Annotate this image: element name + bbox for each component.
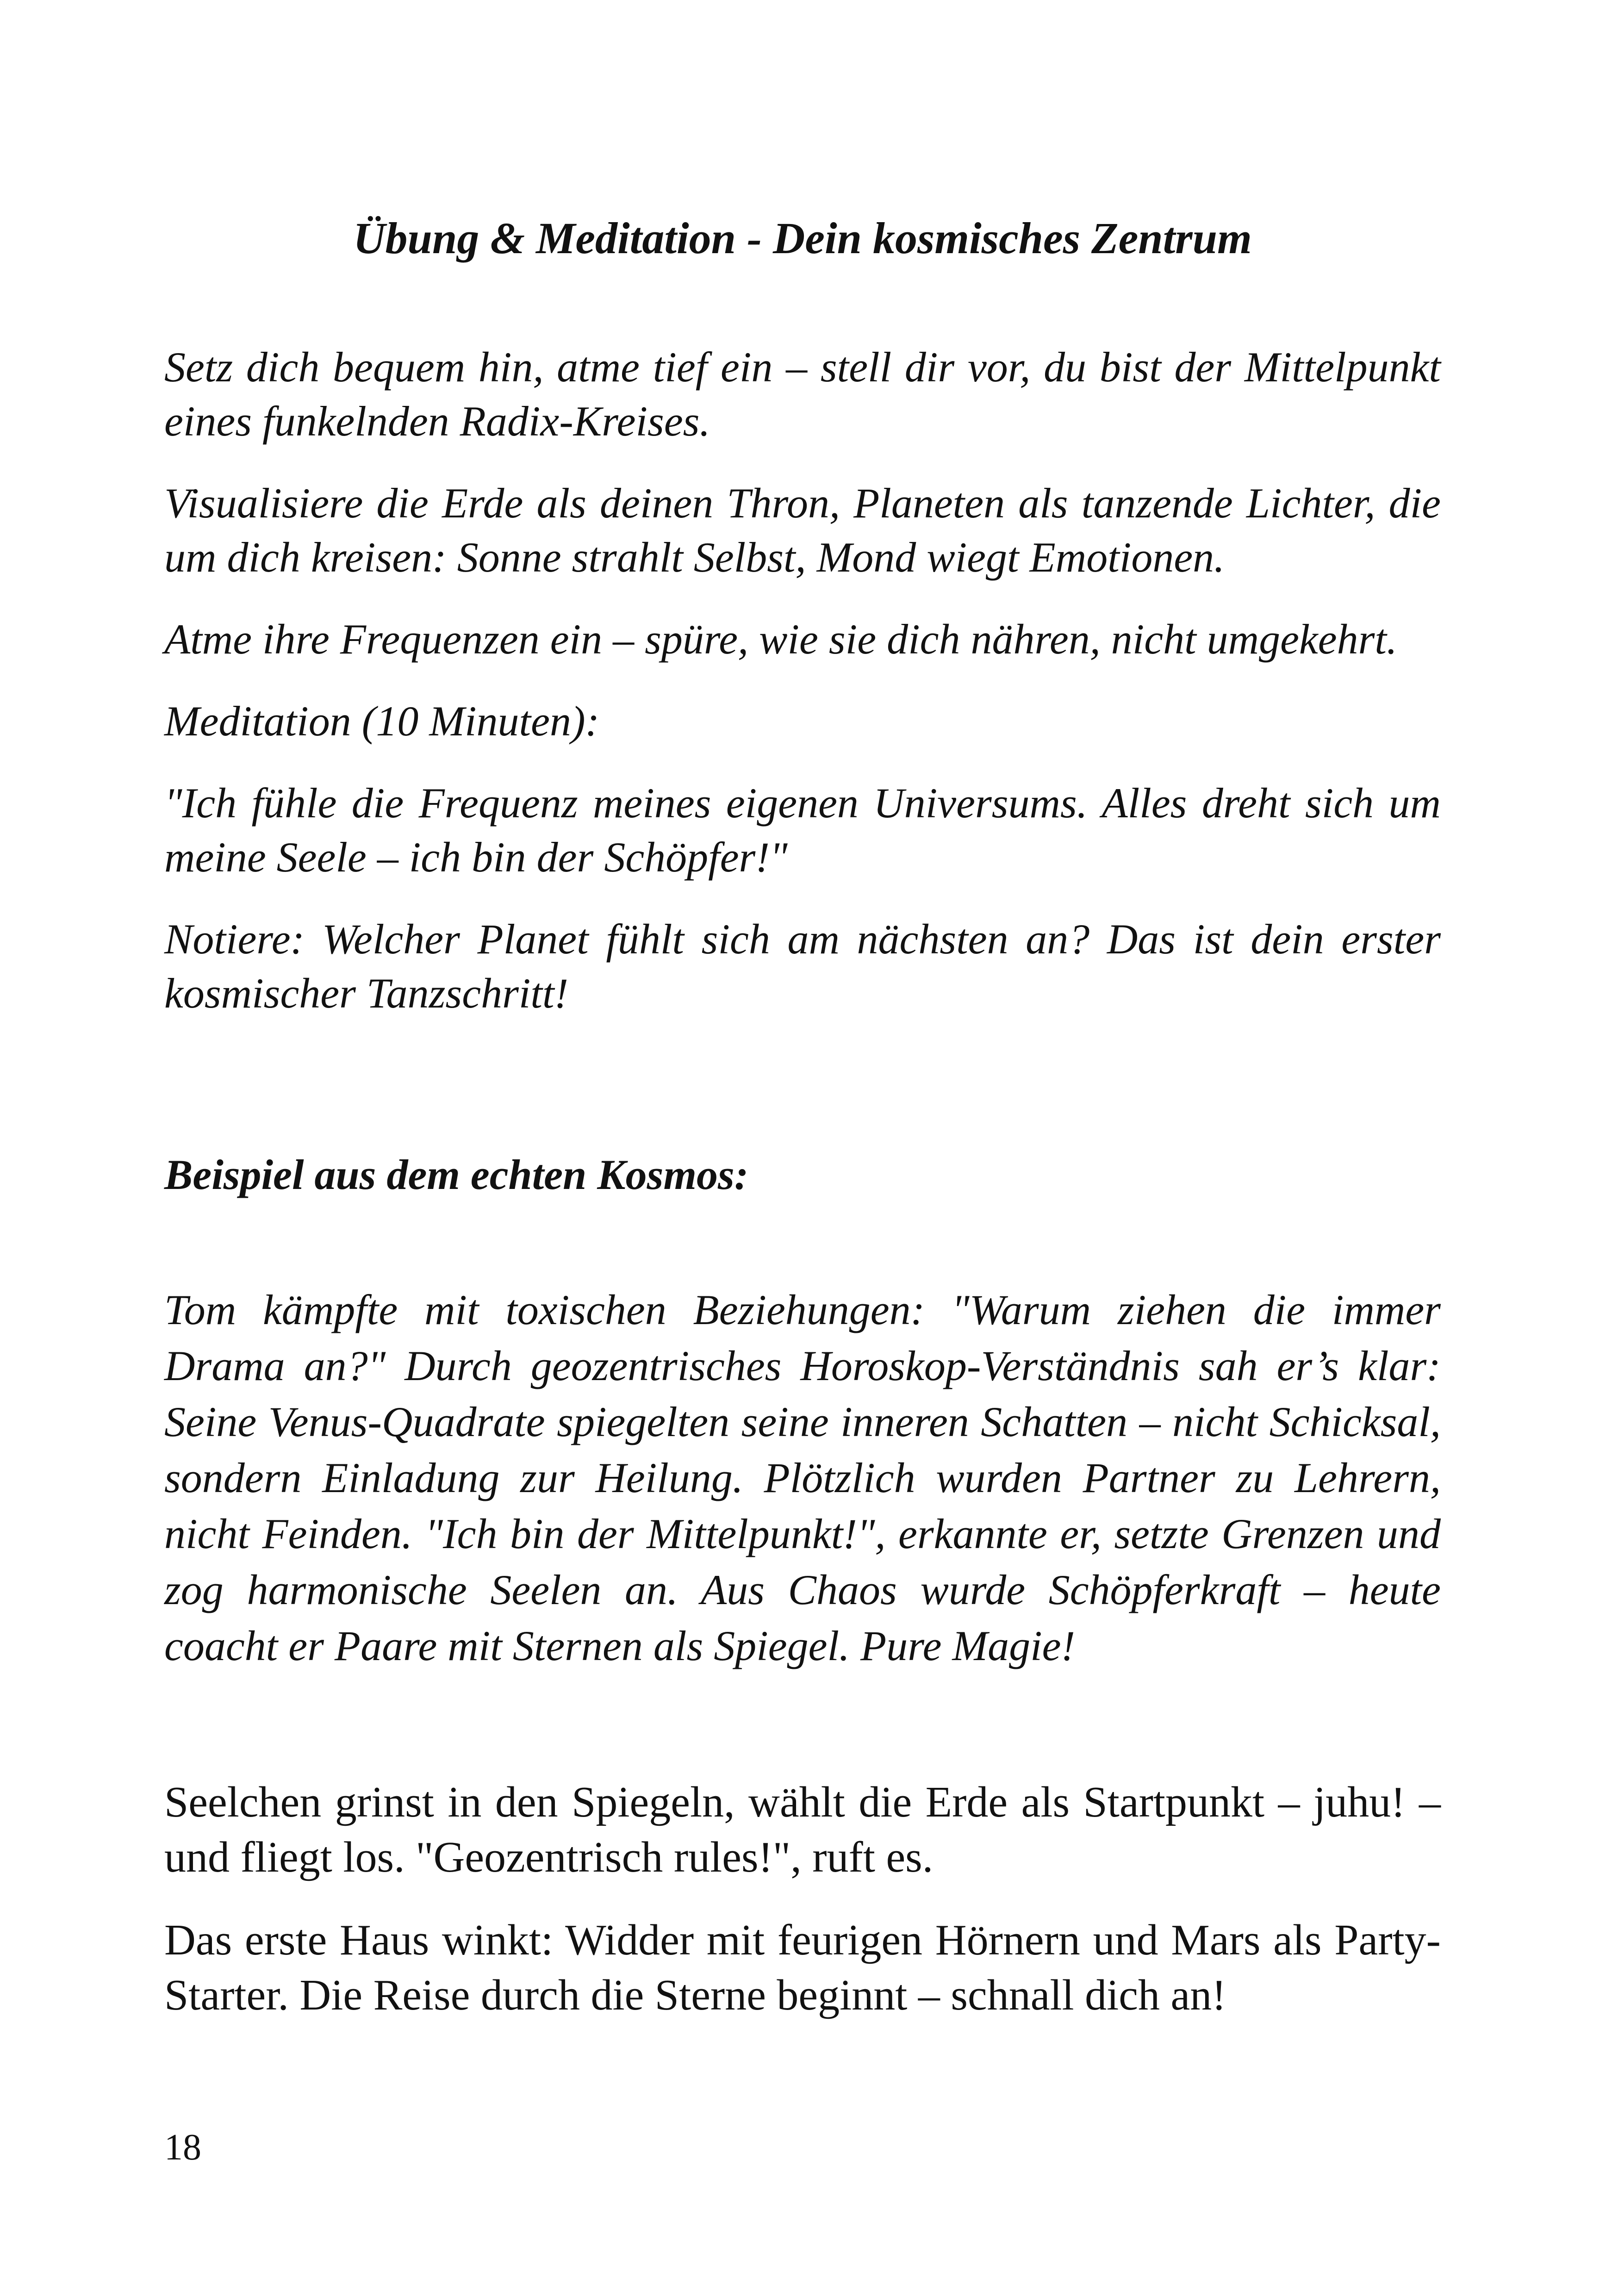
exercise-paragraph: Visualisiere die Erde als deinen Thron, Planeten als tanzende Lichter, die um dich kreisen: Sonne strahlt Selbst, Mond wiegt Emotionen.	[164, 479, 1441, 581]
exercise-block	[164, 340, 1441, 1048]
exercise-paragraph: Atme ihre Frequenzen ein – spüre, wie sie dich nähren, nicht umgekehrt.	[164, 616, 1397, 663]
closing-paragraph: Das erste Haus winkt: Widder mit feurigen Hörnern und Mars als Party-Starter. Die Reise durch die Sterne beginnt – schnall dich an!	[164, 1916, 1441, 2019]
closing-block	[164, 1775, 1441, 2051]
meditation-quote: "Ich fühle die Frequenz meines eigenen Universums. Alles dreht sich um meine Seele – ich bin der Schöpfer!"	[164, 779, 1441, 881]
closing-paragraph: Seelchen grinst in den Spiegeln, wählt die Erde als Startpunkt – juhu! – und fliegt los. "Geozentrisch rules!", ruft es.	[164, 1778, 1441, 1881]
exercise-paragraph: Notiere: Welcher Planet fühlt sich am nächsten an? Das ist dein erster kosmischer Tanzschritt!	[164, 915, 1441, 1017]
section-title: Übung & Meditation - Dein kosmisches Zentrum	[353, 213, 1252, 263]
example-heading: Beispiel aus dem echten Kosmos:	[164, 1151, 749, 1198]
example-story: Tom kämpfte mit toxischen Beziehungen: "Warum ziehen die immer Drama an?" Durch geozentrisches Horoskop-Verständnis sah er’s klar: Seine Venus-Quadrate spiegelten seine inneren Schatten – nicht Schicksal, sondern Einladung zur Heilung. Plötzlich wurden Partner zu Lehrern, nicht Feinden. "Ich bin der Mittelpunkt!", erkannte er, setzte Grenzen und zog harmonische Seelen an. Aus Chaos wurde Schöpferkraft – heute coacht er Paare mit Sternen als Spiegel. Pure Magie!	[164, 1286, 1441, 1669]
exercise-paragraph: Setz dich bequem hin, atme tief ein – stell dir vor, du bist der Mittelpunkt eines funkelnden Radix-Kreises.	[164, 343, 1441, 445]
page-number: 18	[164, 2127, 201, 2168]
exercise-paragraph: Meditation (10 Minuten):	[164, 697, 600, 745]
